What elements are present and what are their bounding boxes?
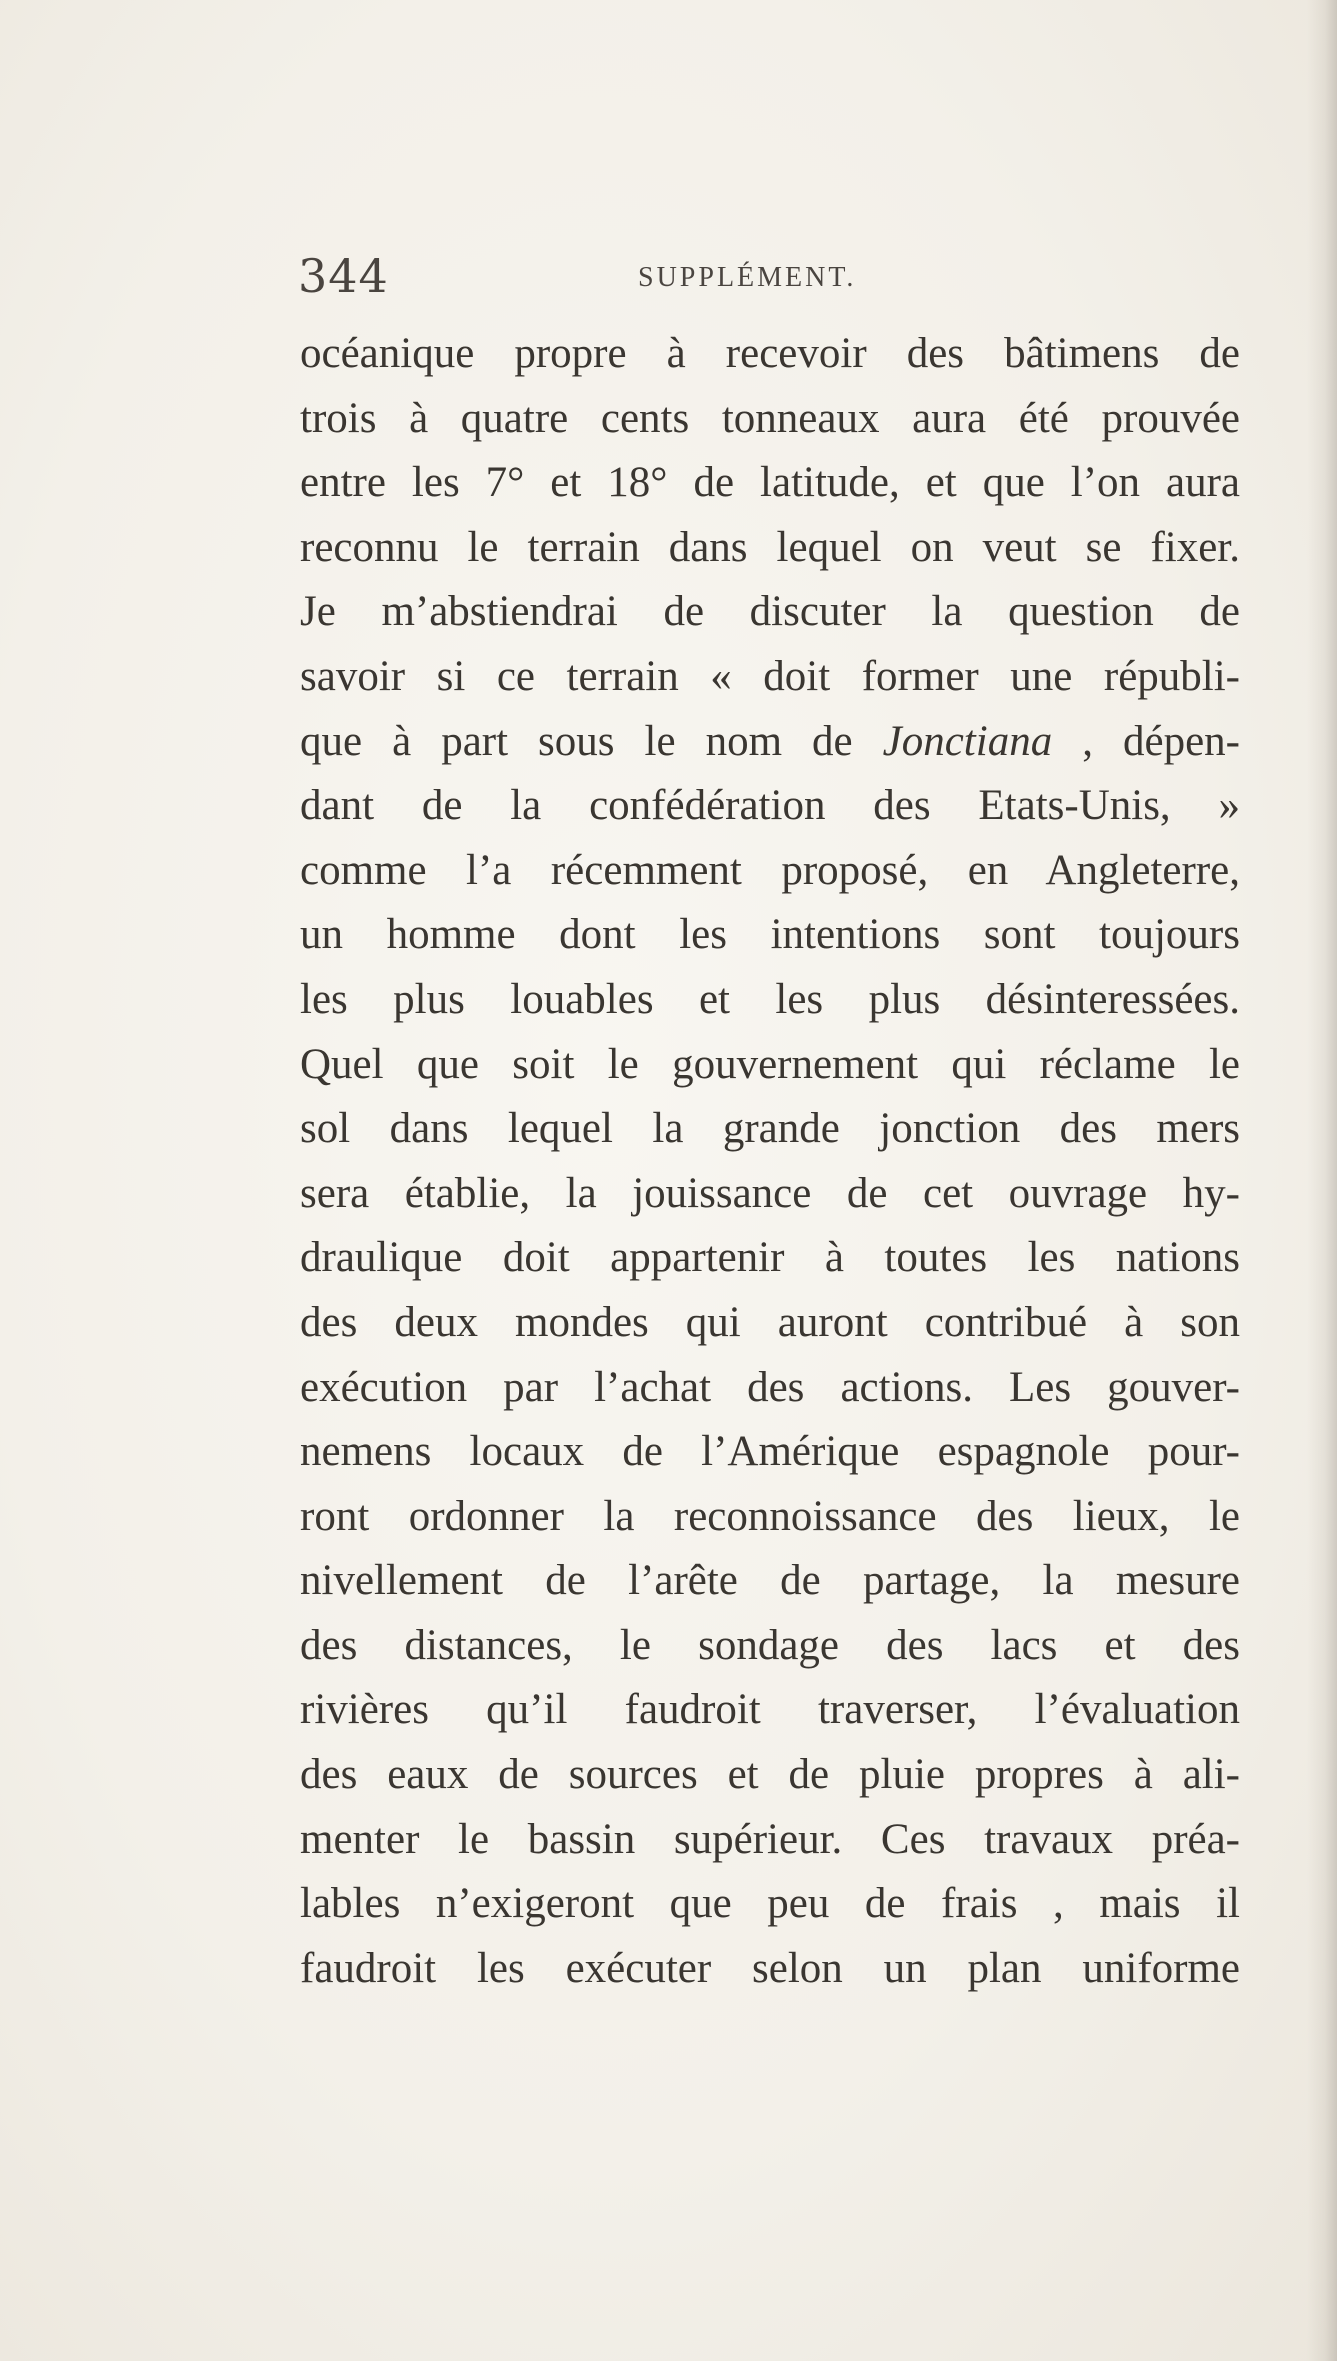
text-line: que à part sous le nom de Jonctiana , dépen- [300,717,1240,765]
text-line: draulique doit appartenir à toutes les nations [300,1234,1240,1282]
page-edge-shadow [1307,0,1337,2361]
italic-term: Jonctiana [882,717,1053,765]
text-line: les plus louables et les plus désinteressées. [300,975,1240,1023]
text-line: un homme dont les intentions sont toujours [300,911,1240,959]
text-line: sol dans lequel la grande jonction des mers [300,1105,1240,1153]
text-line: sera établie, la jouissance de cet ouvrage hy- [300,1169,1240,1217]
text-line: faudroit les exécuter selon un plan uniforme [300,1944,1240,1992]
page-header [298,246,1238,306]
text-line: des deux mondes qui auront contribué à son [300,1298,1240,1346]
text-line: lables n’exigeront que peu de frais , mais il [300,1880,1240,1928]
text-line: Quel que soit le gouvernement qui réclame le [300,1040,1240,1088]
text-line: comme l’a récemment proposé, en Angleterre, [300,846,1240,894]
text-line: savoir si ce terrain « doit former une républi- [300,652,1240,700]
text-line: rivières qu’il faudroit traverser, l’évaluation [300,1686,1240,1734]
text-line: menter le bassin supérieur. Ces travaux préa- [300,1815,1240,1863]
text-line: nivellement de l’arête de partage, la mesure [300,1557,1240,1605]
text-line: trois à quatre cents tonneaux aura été prouvée [300,394,1240,442]
running-head: SUPPLÉMENT. [638,262,857,293]
page-number: 344 [298,249,389,303]
text-line: Je m’abstiendrai de discuter la question de [300,588,1240,636]
text-line: océanique propre à recevoir des bâtimens de [300,330,1240,377]
text-line: entre les 7° et 18° de latitude, et que l’on aura [300,459,1240,507]
text-line: nemens locaux de l’Amérique espagnole pour- [300,1428,1240,1476]
text-line: exécution par l’achat des actions. Les gouver- [300,1363,1240,1411]
text-line: des eaux de sources et de pluie propres à ali- [300,1751,1240,1799]
text-line: ront ordonner la reconnoissance des lieux, le [300,1492,1240,1540]
body-text [300,322,1240,2001]
text-line: reconnu le terrain dans lequel on veut se fixer. [300,523,1240,571]
text-line: dant de la confédération des Etats-Unis, » [300,782,1240,830]
text-line: des distances, le sondage des lacs et des [300,1621,1240,1669]
